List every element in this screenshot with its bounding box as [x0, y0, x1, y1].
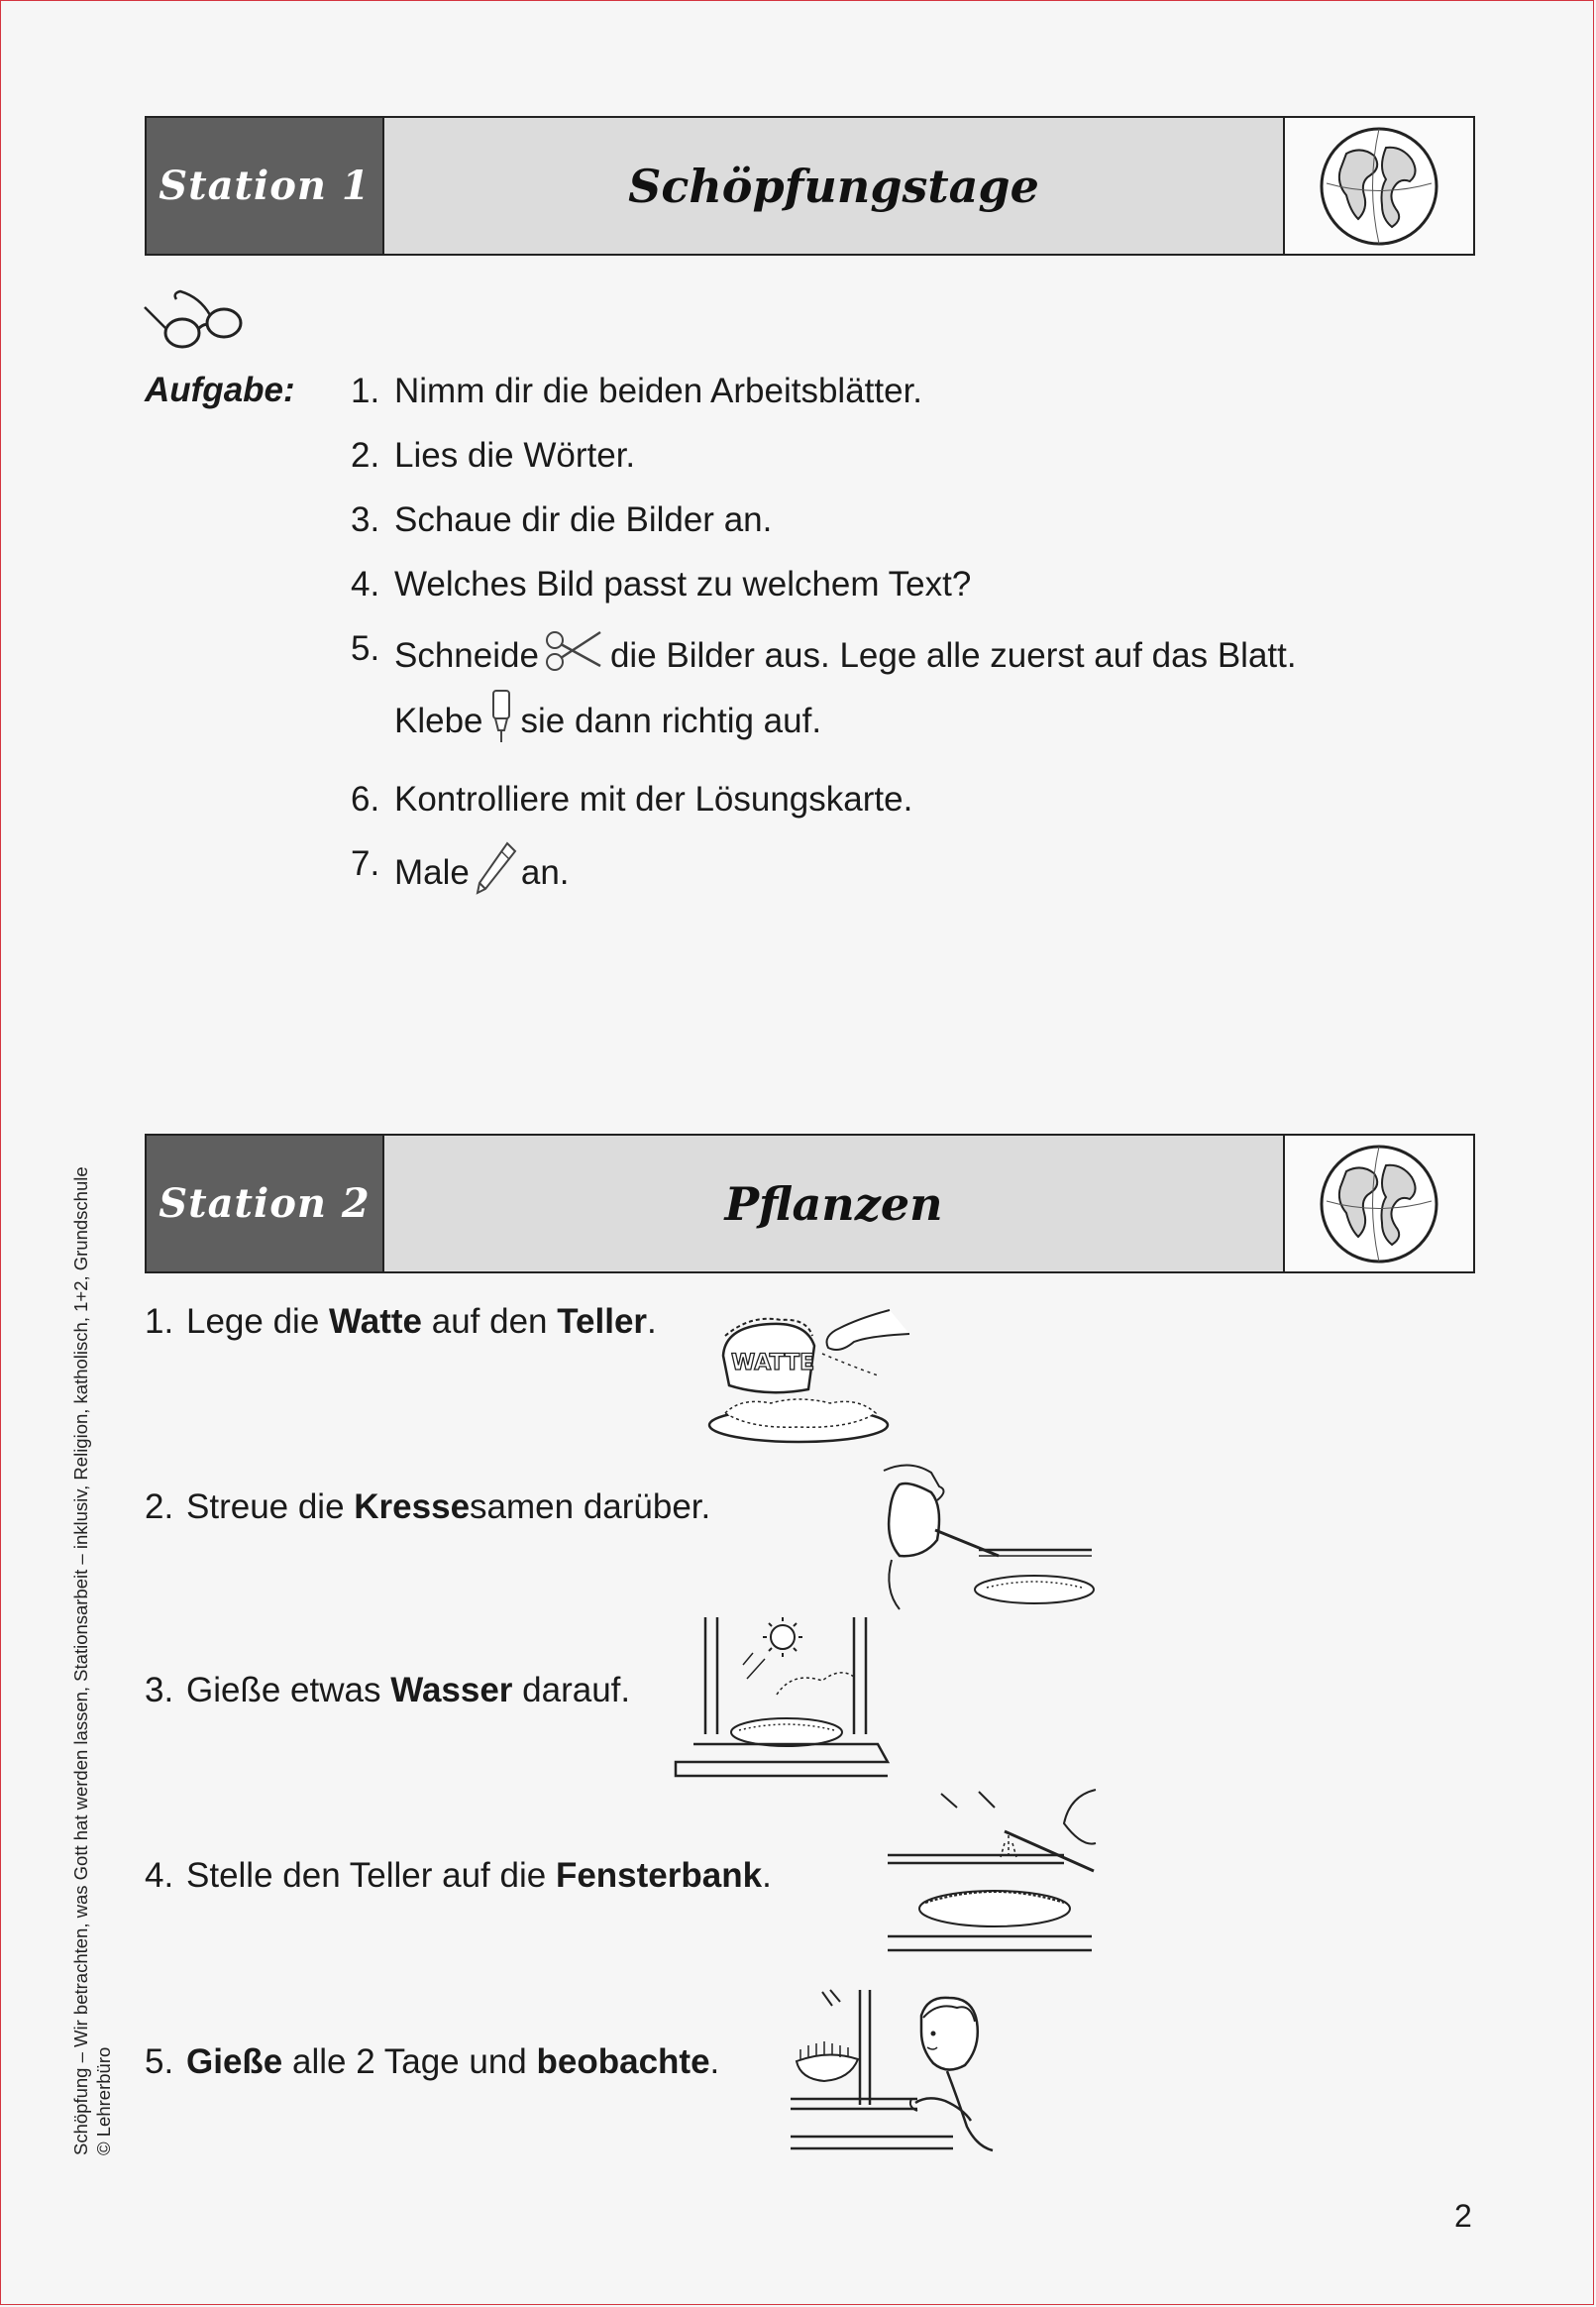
task-label: Aufgabe: [145, 371, 295, 409]
glasses-icon [143, 285, 262, 360]
pencil-icon [474, 841, 517, 908]
task-list [351, 369, 1297, 928]
step-number: 1. [145, 1302, 174, 1341]
globe-icon [1285, 1136, 1473, 1271]
watering-can-illustration [880, 1461, 1092, 1620]
task-text: die Bilder aus. Lege alle zuerst auf das Blatt. [609, 635, 1297, 675]
step-number: 3. [145, 1671, 174, 1709]
step-number: 2. [145, 1487, 174, 1526]
step-text: Gieße etwas Wasser darauf. [186, 1671, 631, 1709]
child-observing-illustration [789, 1988, 1005, 2157]
step-text: Lege die Watte auf den Teller. [186, 1302, 657, 1341]
task-item [351, 777, 1297, 822]
scissors-icon [543, 626, 606, 689]
step-text: Stelle den Teller auf die Fensterbank. [186, 1856, 772, 1895]
task-text: Kontrolliere mit der Lösungskarte. [394, 780, 913, 819]
task-number: 4. [351, 565, 380, 604]
step-1 [145, 1302, 657, 1342]
task-text: Lies die Wörter. [394, 436, 636, 475]
task-text: Schaue dir die Bilder an. [394, 500, 773, 539]
watte-word: WATTE [731, 1351, 815, 1375]
task-number: 7. [351, 844, 380, 883]
task-number: 1. [351, 372, 380, 410]
task-item [351, 626, 1297, 757]
step-text: Streue die Kressesamen darüber. [186, 1487, 711, 1526]
task-text: Nimm dir die beiden Arbeitsblätter. [394, 372, 923, 410]
step-2 [145, 1487, 710, 1527]
station-1-label: Station 1 [147, 118, 382, 254]
task-text: Schneide [394, 635, 539, 675]
glue-stick-icon [487, 689, 517, 757]
task-number: 6. [351, 780, 380, 819]
task-text: an. [520, 852, 570, 892]
step-text: Gieße alle 2 Tage und beobachte. [186, 2042, 720, 2081]
task-number: 5. [351, 629, 380, 668]
task-item [351, 497, 1297, 542]
task-item [351, 433, 1297, 478]
copyright-side-text [69, 956, 115, 2155]
step-3 [145, 1671, 630, 1710]
station-2-header [145, 1134, 1475, 1273]
step-4 [145, 1856, 772, 1896]
task-item [351, 369, 1297, 413]
step-number: 4. [145, 1856, 174, 1895]
cotton-plate-illustration [711, 1306, 909, 1450]
step-5 [145, 2042, 719, 2082]
step-number: 5. [145, 2042, 174, 2081]
watering-plate-illustration [886, 1788, 1096, 1959]
station-2-label: Station 2 [147, 1136, 382, 1271]
task-text: Welches Bild passt zu welchem Text? [394, 565, 972, 604]
task-text: Klebe [394, 701, 483, 740]
task-text: Male [394, 852, 470, 892]
task-text: sie dann richtig auf. [520, 701, 822, 740]
page-number: 2 [1454, 2198, 1472, 2234]
task-number: 2. [351, 436, 380, 475]
task-number: 3. [351, 500, 380, 539]
globe-icon [1285, 118, 1473, 254]
task-item [351, 841, 1297, 908]
station-1-title: Schöpfungstage [382, 118, 1285, 254]
window-plate-illustration [674, 1615, 898, 1785]
side-text-line: © Lehrerbüro [93, 2046, 114, 2155]
task-item [351, 562, 1297, 606]
side-text-line: Schöpfung – Wir betrachten, was Gott hat werden lassen, Stationsarbeit – inklusiv, Religion, katholisch, 1+2, Grundschule [70, 1166, 91, 2155]
station-2-title: Pflanzen [382, 1136, 1285, 1271]
task-text-block [394, 626, 1297, 757]
station-1-header [145, 116, 1475, 256]
